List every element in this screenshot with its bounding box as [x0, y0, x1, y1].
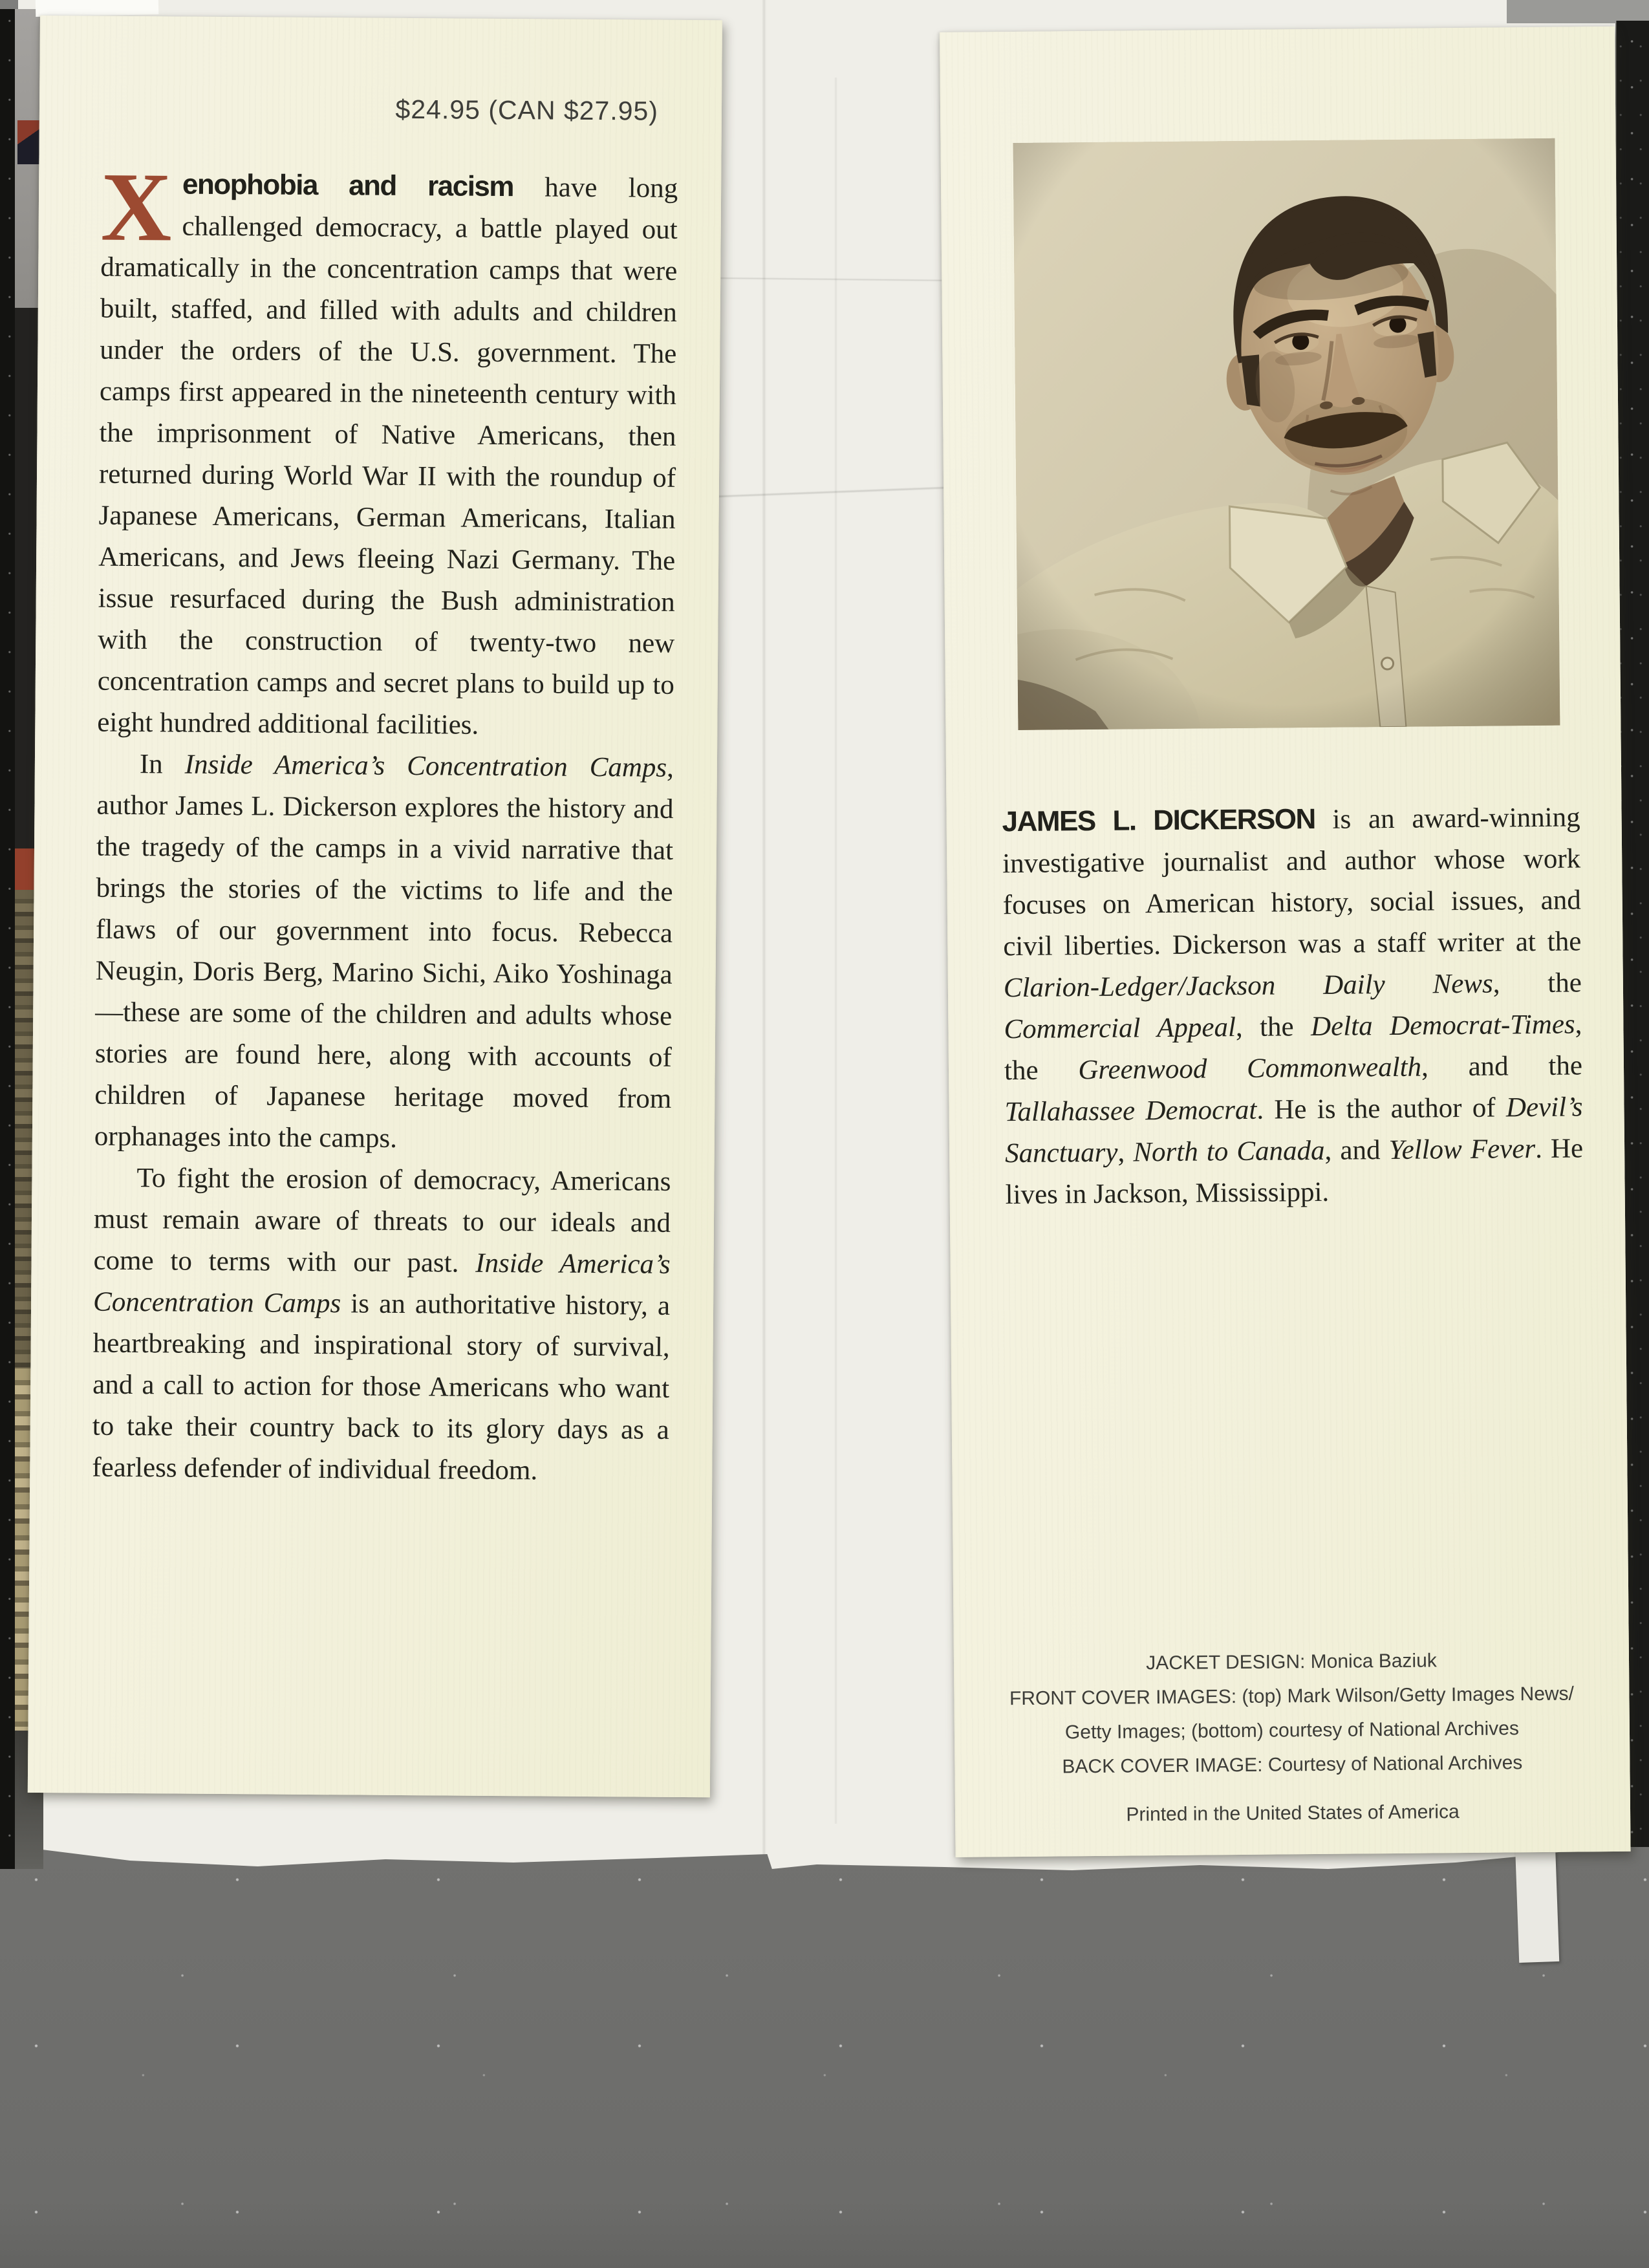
paragraph-xenophobia: [97, 152, 678, 748]
paper-crease: [710, 277, 969, 282]
front-flap: [28, 16, 722, 1797]
scanner-background: [0, 1843, 1649, 2268]
credit-line: JACKET DESIGN: Monica Baziuk: [1146, 1650, 1437, 1674]
author-bio: JAMES L. DICKERSON is an award-winning investigative journalist and author whose work focuses on American history, social issues, and civil liberties. Dickerson was a staff writer at the Clarion-Ledger/Jackson Daily News, the Commercial Appeal, the Delta Democrat-Times, the Greenwood Commonwealth, and the Tallahassee Democrat. He is the author of Devil’s Sanctuary, North to Canada, and Yellow Fever. He lives in Jackson, Mississippi.: [1002, 802, 1584, 1211]
author-portrait-illustration: [1013, 138, 1560, 730]
bold-lead: enophobia and racism: [182, 168, 514, 203]
cover-peek-mark: [17, 120, 41, 164]
paper-crease: [704, 485, 975, 499]
author-portrait-photo: [1013, 138, 1560, 730]
paper-crease: [834, 78, 837, 1824]
price-text: $24.95 (CAN $27.95): [395, 94, 659, 126]
paper-crease: [762, 0, 766, 1869]
dropcap-x: X: [100, 152, 173, 262]
credit-line: Getty Images; (bottom) courtesy of National Archives: [1064, 1718, 1520, 1744]
credits-block: [954, 1642, 1630, 1833]
paragraph-call-to-action: To fight the erosion of democracy, Americans must remain aware of threats to our ideals and come to terms with our past. Inside America’s Concentration Camps is an authoritative history, a heartbreaking and inspirational story of survival, and a call to action for those Americans who want to take their country back to its glory days as a fearless defender of individual freedom.: [92, 1163, 671, 1486]
book-edge-left: [0, 9, 16, 1869]
paper-tab: [1515, 1841, 1559, 1963]
paragraph-text: have long challenged democracy, a battle played out dramatically in the concentration camps that were built, staffed, and filled with adults and children under the orders of the U.S. government. The camps first appeared in the nineteenth century with the imprisonment of Native Americans, then returned during World War II with the roundup of Japanese Americans, German Americans, Italian Americans, and Jews fleeing Nazi Germany. The issue resurfaced during the Bush administration with the construction of twenty-two new concentration camps and secret plans to build up to eight hundred additional facilities.: [97, 172, 678, 740]
printed-in-usa-line: Printed in the United States of America: [1126, 1801, 1460, 1826]
paragraph-inside-america: In Inside America’s Concentration Camps, author James L. Dickerson explores the history and the tragedy of the camps in a vivid narrative that brings the stories of the victims to life and the flaws of our government into focus. Rebecca Neugin, Doris Berg, Marino Sichi, Aiko Yoshinaga—these are some of the children and adults whose stories are found here, along with accounts of children of Japanese heritage moved from orphanages into the camps.: [94, 749, 674, 1154]
scan-edge-band: [1507, 0, 1649, 23]
paper-sliver: [36, 0, 159, 17]
credit-line: BACK COVER IMAGE: Courtesy of National Archives: [1062, 1752, 1523, 1778]
flap-copy: [92, 152, 678, 1493]
credit-line: FRONT COVER IMAGES: (top) Mark Wilson/Getty Images News/: [1009, 1683, 1575, 1710]
back-flap: [940, 27, 1631, 1857]
